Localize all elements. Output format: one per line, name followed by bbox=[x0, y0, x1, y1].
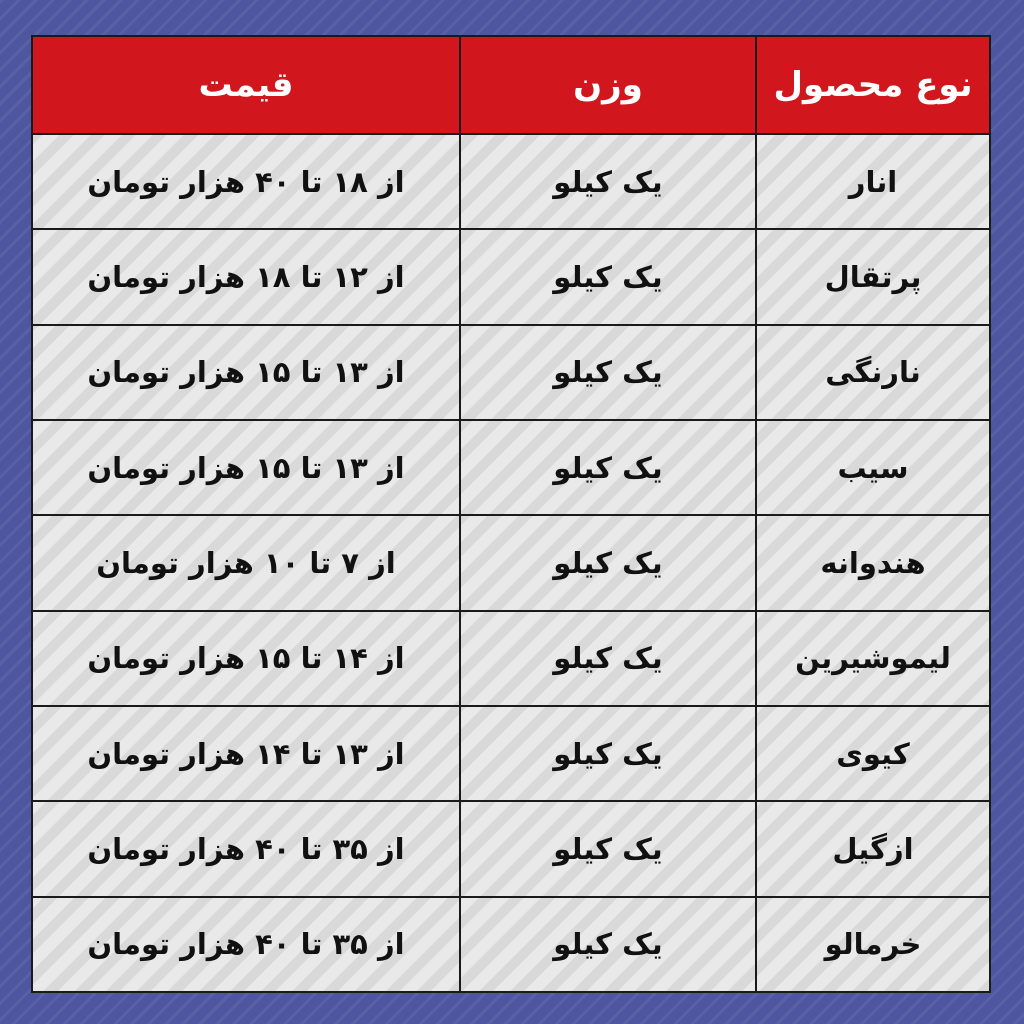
table-row bbox=[32, 134, 990, 229]
weight-cell: یک کیلو bbox=[460, 420, 756, 515]
price-cell: از ۱۳ تا ۱۵ هزار تومان bbox=[32, 325, 460, 420]
price-cell: از ۳۵ تا ۴۰ هزار تومان bbox=[32, 897, 460, 992]
price-cell: از ۷ تا ۱۰ هزار تومان bbox=[32, 515, 460, 610]
product-cell: هندوانه bbox=[756, 515, 990, 610]
table-row bbox=[32, 515, 990, 610]
table-row bbox=[32, 420, 990, 515]
fruit-price-table bbox=[31, 35, 991, 993]
price-cell: از ۱۸ تا ۴۰ هزار تومان bbox=[32, 134, 460, 229]
weight-cell: یک کیلو bbox=[460, 229, 756, 324]
header-weight: وزن bbox=[460, 36, 756, 134]
price-cell: از ۳۵ تا ۴۰ هزار تومان bbox=[32, 801, 460, 896]
price-cell: از ۱۳ تا ۱۵ هزار تومان bbox=[32, 420, 460, 515]
table-row bbox=[32, 611, 990, 706]
table-row bbox=[32, 706, 990, 801]
weight-cell: یک کیلو bbox=[460, 611, 756, 706]
table-header-row bbox=[32, 36, 990, 134]
weight-cell: یک کیلو bbox=[460, 134, 756, 229]
weight-cell: یک کیلو bbox=[460, 801, 756, 896]
table-row bbox=[32, 897, 990, 992]
product-cell: انار bbox=[756, 134, 990, 229]
product-cell: سیب bbox=[756, 420, 990, 515]
product-cell: لیموشیرین bbox=[756, 611, 990, 706]
product-cell: نارنگی bbox=[756, 325, 990, 420]
weight-cell: یک کیلو bbox=[460, 706, 756, 801]
price-cell: از ۱۴ تا ۱۵ هزار تومان bbox=[32, 611, 460, 706]
table-row bbox=[32, 325, 990, 420]
price-cell: از ۱۲ تا ۱۸ هزار تومان bbox=[32, 229, 460, 324]
product-cell: ازگیل bbox=[756, 801, 990, 896]
product-cell: پرتقال bbox=[756, 229, 990, 324]
product-cell: خرمالو bbox=[756, 897, 990, 992]
weight-cell: یک کیلو bbox=[460, 515, 756, 610]
product-cell: کیوی bbox=[756, 706, 990, 801]
weight-cell: یک کیلو bbox=[460, 897, 756, 992]
weight-cell: یک کیلو bbox=[460, 325, 756, 420]
table-row bbox=[32, 801, 990, 896]
price-cell: از ۱۳ تا ۱۴ هزار تومان bbox=[32, 706, 460, 801]
header-product-type: نوع محصول bbox=[756, 36, 990, 134]
header-price: قیمت bbox=[32, 36, 460, 134]
table-row bbox=[32, 229, 990, 324]
